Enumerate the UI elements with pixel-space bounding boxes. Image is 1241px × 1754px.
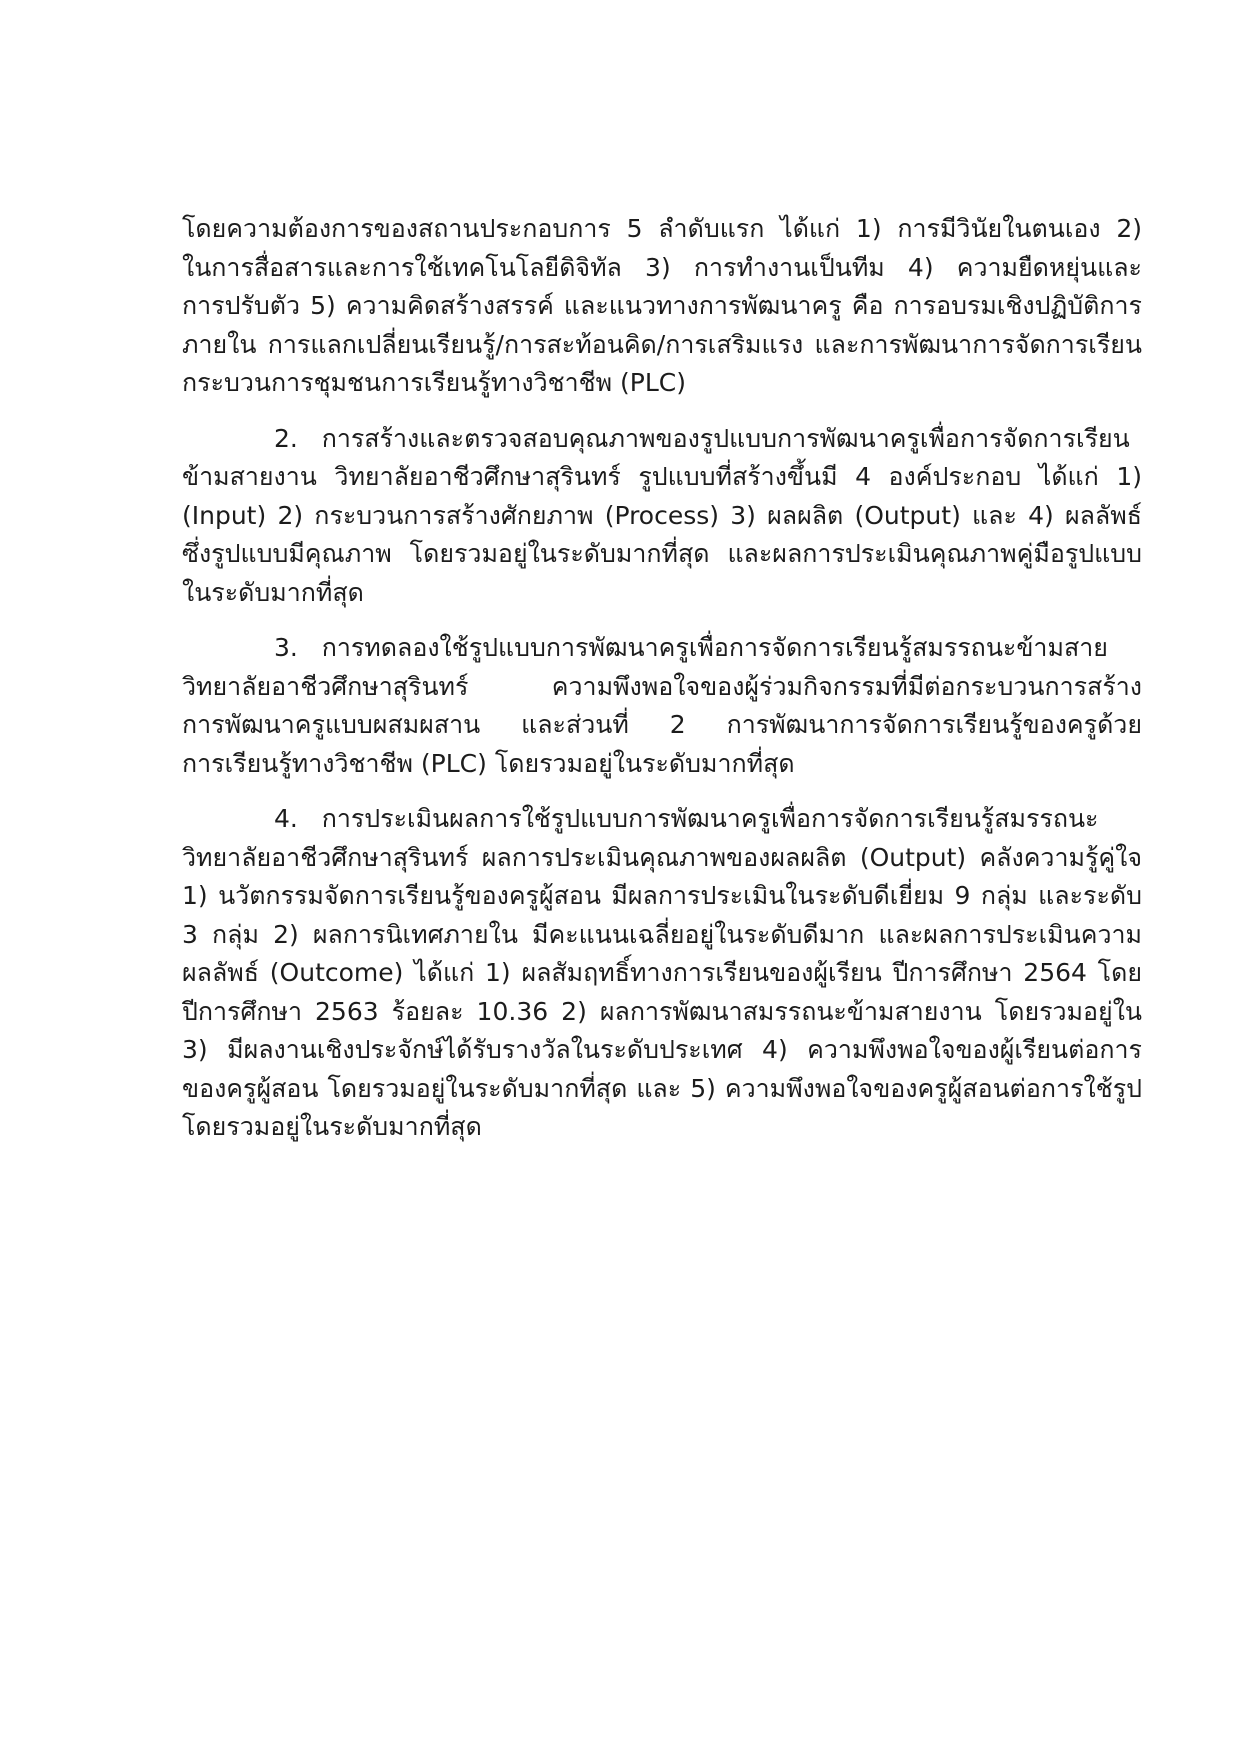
text-line: 3. การทดลองใช้รูปแบบการพัฒนาครูเพื่อการจัดการเรียนรู้สมรรถนะข้ามสาย — [274, 633, 1108, 662]
text-line: ภายใน การแลกเปลี่ยนเรียนรู้/การสะท้อนคิด/การเสริมแรง และการพัฒนาการจัดการเรียน — [182, 329, 1142, 359]
text-line: 3 กลุ่ม 2) ผลการนิเทศภายใน มีคะแนนเฉลี่ยอยู่ในระดับดีมาก และผลการประเมินความ — [182, 919, 1142, 949]
text-line: โดยรวมอยู่ในระดับมากที่สุด — [182, 1112, 482, 1141]
text-line: ในระดับมากที่สุด — [182, 577, 364, 607]
text-line: ข้ามสายงาน วิทยาลัยอาชีวศึกษาสุรินทร์ รูปแบบที่สร้างขึ้นมี 4 องค์ประกอบ ได้แก่ 1) — [182, 462, 1142, 491]
text-line: 1) นวัตกรรมจัดการเรียนรู้ของครูผู้สอน มีผลการประเมินในระดับดีเยี่ยม 9 กลุ่ม และระดับ — [182, 881, 1142, 910]
paragraph — [182, 800, 1142, 1147]
paragraph — [182, 210, 1142, 403]
text-line: วิทยาลัยอาชีวศึกษาสุรินทร์ ความพึงพอใจของผู้ร่วมกิจกรรมที่มีต่อกระบวนการสร้าง — [182, 671, 1142, 701]
text-line: (Input) 2) กระบวนการสร้างศักยภาพ (Process) 3) ผลผลิต (Output) และ 4) ผลลัพธ์ — [182, 500, 1142, 530]
text-line: วิทยาลัยอาชีวศึกษาสุรินทร์ ผลการประเมินคุณภาพของผลผลิต (Output) คลังความรู้คู่ใจ — [182, 842, 1142, 872]
text-line: 2. การสร้างและตรวจสอบคุณภาพของรูปแบบการพัฒนาครูเพื่อการจัดการเรียน — [274, 423, 1130, 453]
text-line: การพัฒนาครูแบบผสมผสาน และส่วนที่ 2 การพัฒนาการจัดการเรียนรู้ของครูด้วย — [182, 710, 1142, 739]
text-line: ของครูผู้สอน โดยรวมอยู่ในระดับมากที่สุด และ 5) ความพึงพอใจของครูผู้สอนต่อการใช้รูป — [182, 1073, 1142, 1103]
text-line: การปรับตัว 5) ความคิดสร้างสรรค์ และแนวทางการพัฒนาครู คือ การอบรมเชิงปฏิบัติการ — [182, 291, 1142, 320]
text-line: การเรียนรู้ทางวิชาชีพ (PLC) โดยรวมอยู่ในระดับมากที่สุด — [182, 748, 795, 778]
text-line: ผลลัพธ์ (Outcome) ได้แก่ 1) ผลสัมฤทธิ์ทางการเรียนของผู้เรียน ปีการศึกษา 2564 โดย — [182, 958, 1142, 987]
text-line: 4. การประเมินผลการใช้รูปแบบการพัฒนาครูเพื่อการจัดการเรียนรู้สมรรถนะ — [274, 804, 1099, 833]
text-line: ในการสื่อสารและการใช้เทคโนโลยีดิจิทัล 3) การทำงานเป็นทีม 4) ความยืดหยุ่นและ — [182, 252, 1142, 282]
paragraph — [182, 420, 1142, 613]
text-line: ซึ่งรูปแบบมีคุณภาพ โดยรวมอยู่ในระดับมากที่สุด และผลการประเมินคุณภาพคู่มือรูปแบบ — [182, 539, 1142, 568]
document-text — [182, 210, 1142, 1164]
text-line: ปีการศึกษา 2563 ร้อยละ 10.36 2) ผลการพัฒนาสมรรถนะข้ามสายงาน โดยรวมอยู่ใน — [182, 996, 1142, 1026]
text-line: โดยความต้องการของสถานประกอบการ 5 ลำดับแรก ได้แก่ 1) การมีวินัยในตนเอง 2) — [182, 214, 1142, 243]
text-line: กระบวนการชุมชนการเรียนรู้ทางวิชาชีพ (PLC) — [182, 368, 686, 397]
paragraph — [182, 629, 1142, 783]
text-line: 3) มีผลงานเชิงประจักษ์ได้รับรางวัลในระดับประเทศ 4) ความพึงพอใจของผู้เรียนต่อการ — [182, 1035, 1142, 1064]
